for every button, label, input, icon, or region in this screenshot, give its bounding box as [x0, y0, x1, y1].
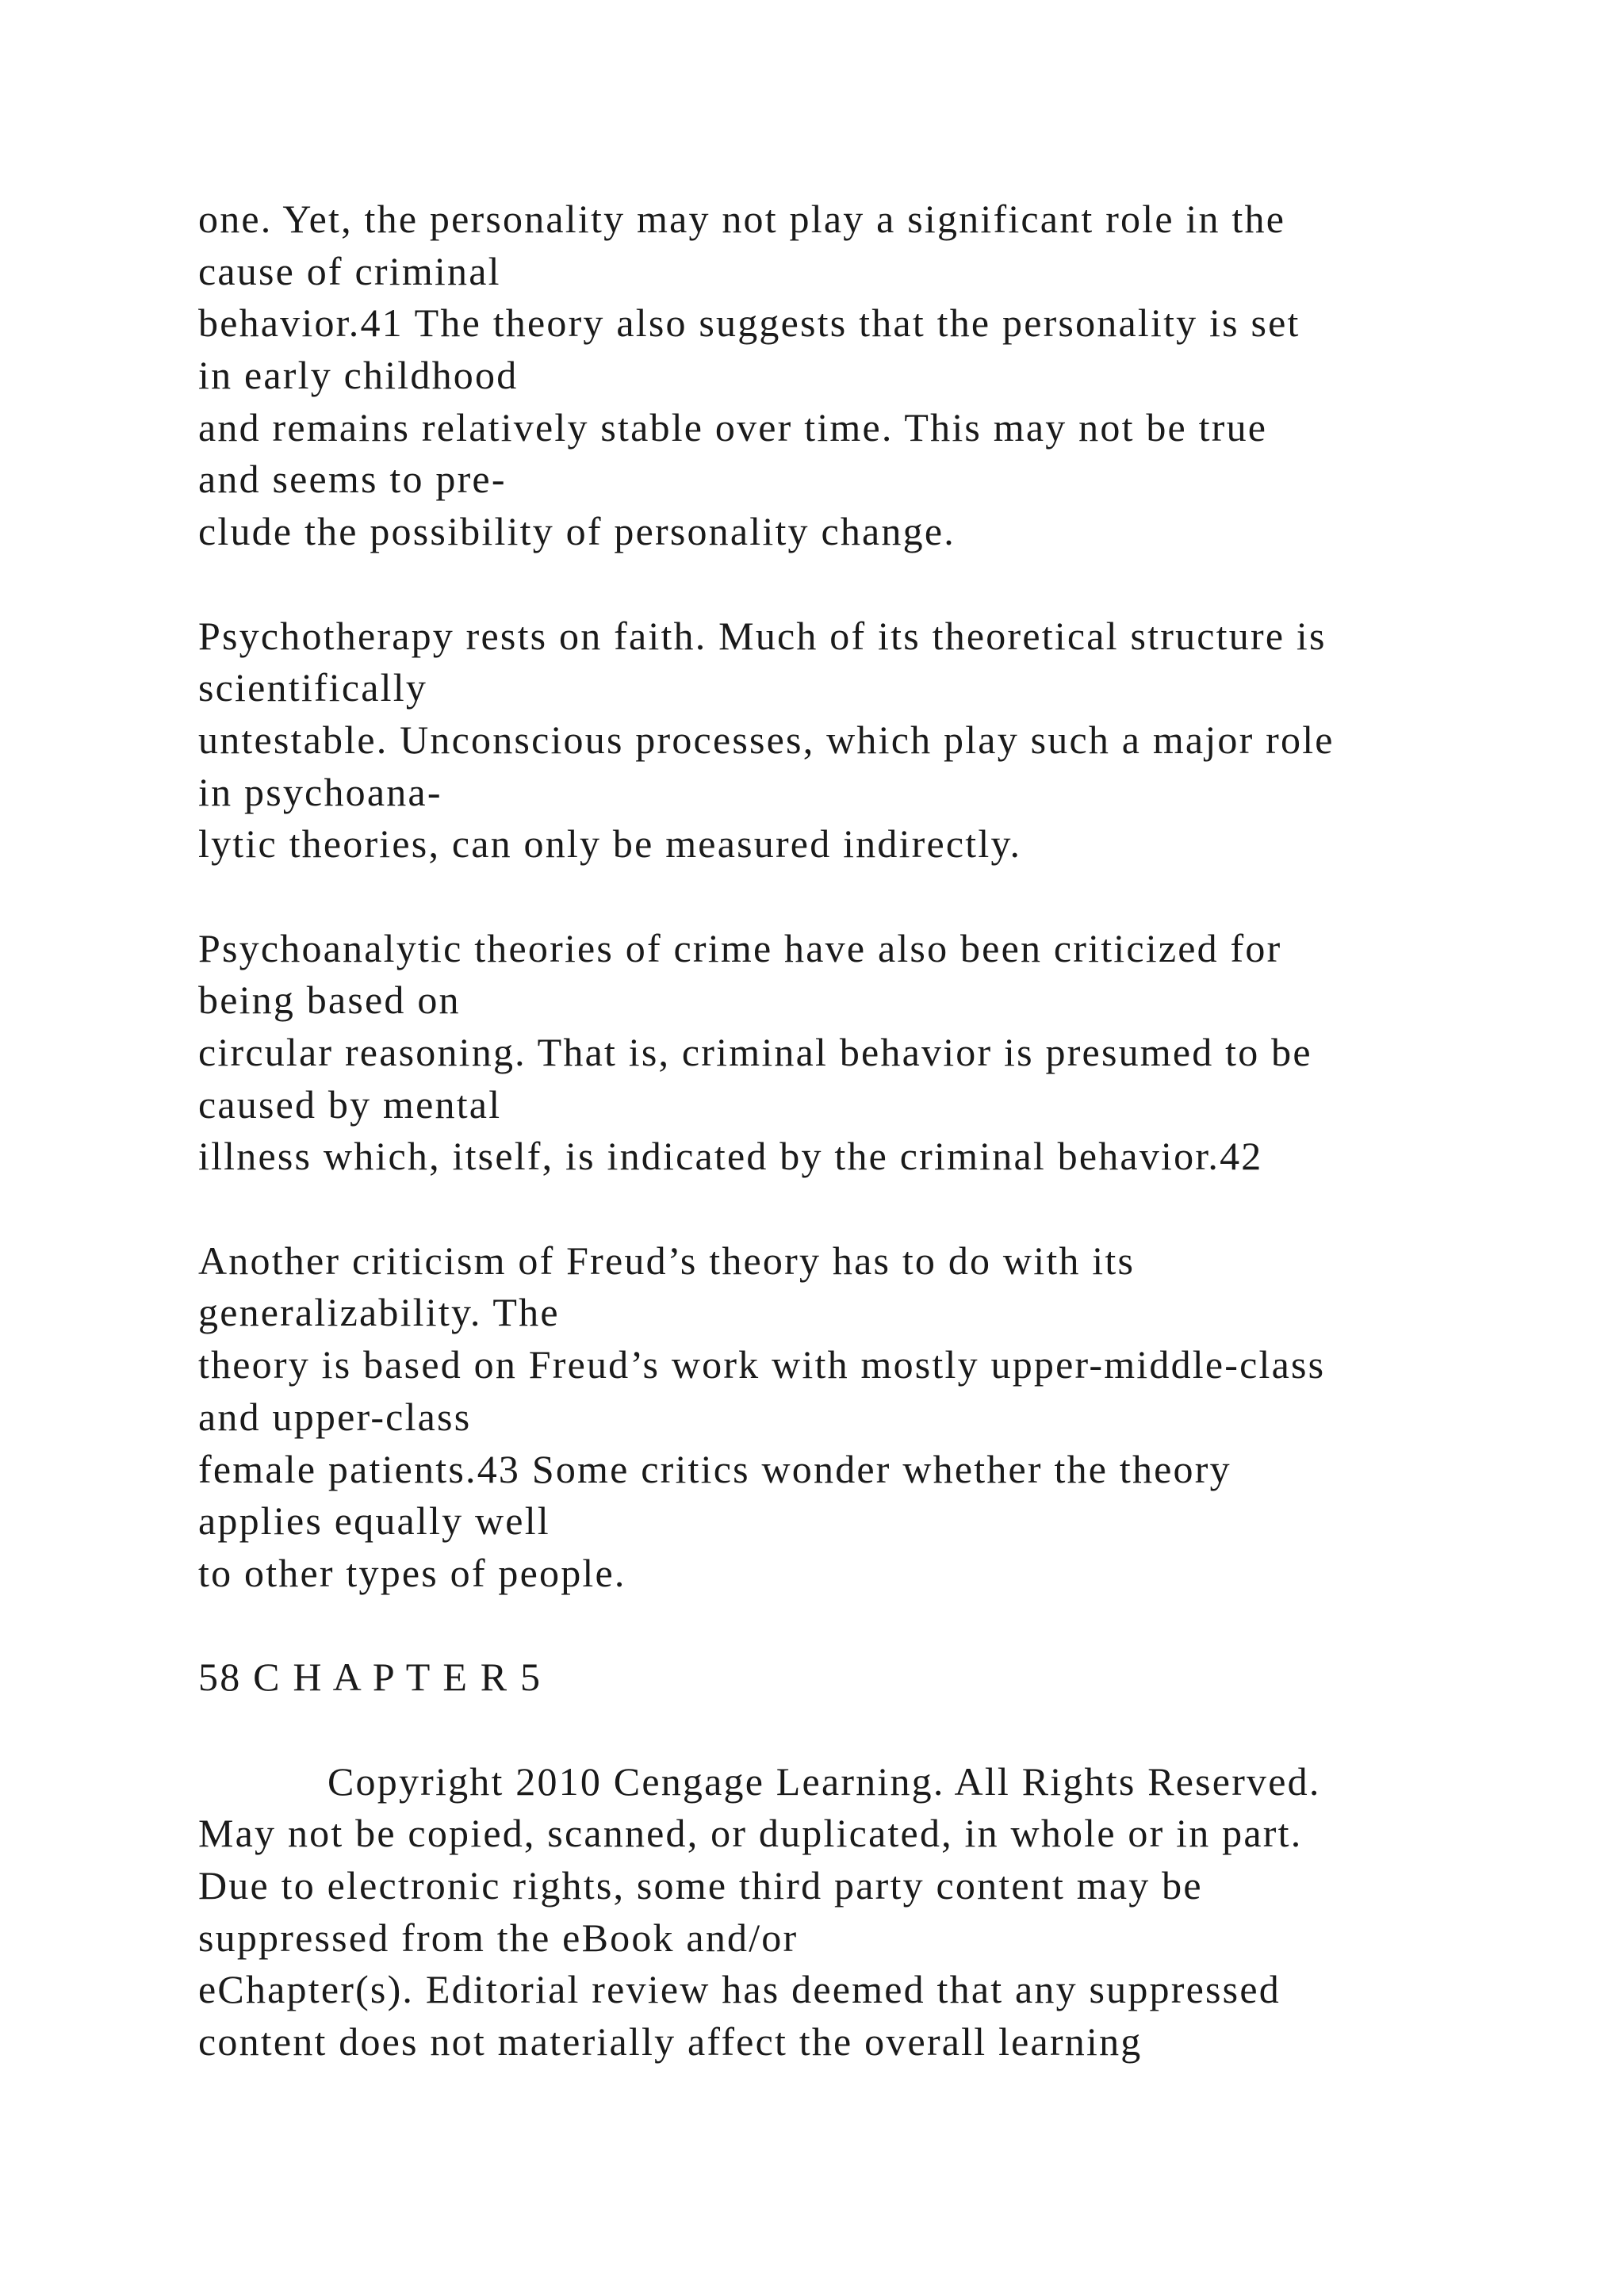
text-line: illness which, itself, is indicated by the criminal behavior.42 — [198, 1134, 1263, 1179]
text-line: and upper-class — [198, 1394, 472, 1439]
paragraph-gap — [198, 871, 1546, 923]
text-line: female patients.43 Some critics wonder whether the theory — [198, 1446, 1231, 1491]
text-line: Another criticism of Freud’s theory has to do with its — [198, 1238, 1136, 1283]
text-line: scientifically — [198, 665, 428, 710]
copyright-line: suppressed from the eBook and/or — [198, 1915, 799, 1960]
copyright-line: content does not materially affect the overall learning — [198, 2019, 1143, 2064]
paragraph-psychotherapy-faith — [198, 610, 1546, 871]
text-line: and seems to pre- — [198, 457, 507, 502]
text-line: one. Yet, the personality may not play a significant role in the — [198, 197, 1286, 241]
paragraph-gap — [198, 1600, 1546, 1652]
text-line: Psychotherapy rests on faith. Much of its theoretical structure is — [198, 613, 1327, 658]
copyright-line: Copyright 2010 Cengage Learning. All Rights Reserved. — [327, 1758, 1321, 1804]
text-line: circular reasoning. That is, criminal behavior is presumed to be — [198, 1030, 1312, 1074]
copyright-line: May not be copied, scanned, or duplicated, in whole or in part. — [198, 1811, 1303, 1856]
body-text — [198, 193, 1546, 2068]
text-line: Psychoanalytic theories of crime have also been criticized for — [198, 925, 1282, 970]
paragraph-circular-reasoning — [198, 923, 1546, 1183]
text-line: being based on — [198, 978, 461, 1023]
copyright-line: eChapter(s). Editorial review has deemed that any suppressed — [198, 1967, 1281, 2012]
copyright-notice — [198, 1756, 1546, 2068]
copyright-line: Due to electronic rights, some third party content may be — [198, 1863, 1203, 1908]
paragraph-personality-stability — [198, 193, 1546, 558]
text-line: behavior.41 The theory also suggests that the personality is set — [198, 300, 1300, 346]
paragraph-gap — [198, 1704, 1546, 1756]
paragraph-gap — [198, 1183, 1546, 1235]
paragraph-gap — [198, 558, 1546, 610]
text-line: clude the possibility of personality change. — [198, 509, 956, 554]
text-line: caused by mental — [198, 1081, 502, 1127]
text-line: applies equally well — [198, 1498, 550, 1544]
text-line: lytic theories, can only be measured indirectly. — [198, 821, 1022, 867]
text-line: to other types of people. — [198, 1550, 626, 1595]
text-line: cause of criminal — [198, 248, 501, 293]
text-line: and remains relatively stable over time. This may not be true — [198, 404, 1268, 450]
text-line: generalizability. The — [198, 1290, 560, 1335]
paragraph-generalizability — [198, 1235, 1546, 1600]
text-line: in psychoana- — [198, 769, 442, 814]
text-line: untestable. Unconscious processes, which play such a major role — [198, 717, 1335, 762]
text-line: theory is based on Freud’s work with mostly upper-middle-class — [198, 1342, 1326, 1387]
chapter-footer-label: 58 C H A P T E R 5 — [198, 1655, 542, 1700]
text-line: in early childhood — [198, 353, 519, 398]
